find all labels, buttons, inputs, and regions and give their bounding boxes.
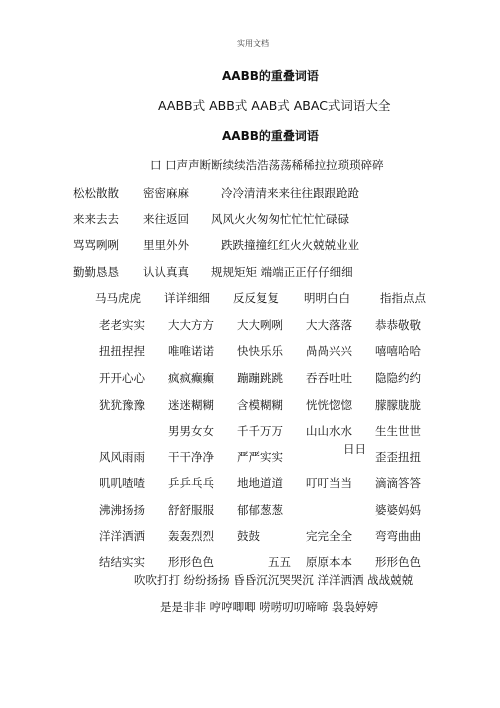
word-item: 迷迷糊糊	[168, 398, 214, 412]
word-item: 嘻嘻哈哈	[375, 344, 421, 358]
word-item: 规规矩矩 端端正正仔仔细细	[211, 265, 353, 279]
word-item: 日日	[343, 442, 366, 456]
word-item: 鼓鼓	[237, 529, 260, 543]
word-item: 严严实实	[237, 450, 283, 464]
word-item: 乒乒乓乓	[168, 476, 214, 490]
word-item: 完完全全	[306, 529, 352, 543]
word-item: 结结实实	[99, 555, 145, 569]
word-item: 大大落落	[306, 318, 352, 332]
word-item: 跌跌撞撞红红火火兢兢业业	[221, 238, 359, 252]
word-item: 松松散散	[73, 186, 119, 200]
word-line: 口 口声声断断续续浩浩荡荡稀稀拉拉琐琐碎碎	[150, 158, 384, 172]
word-item: 弯弯曲曲	[375, 529, 421, 543]
word-item: 滴滴答答	[375, 476, 421, 490]
word-item: 叽叽喳喳	[99, 476, 145, 490]
word-item: 咼咼兴兴	[306, 344, 352, 358]
word-item: 含模糊糊	[237, 398, 283, 412]
word-item: 婆婆妈妈	[375, 503, 421, 517]
word-item: 男男女女	[168, 424, 214, 438]
word-item: 原原本本	[306, 555, 352, 569]
word-item: 沸沸扬扬	[99, 503, 145, 517]
word-item: 隐隐约约	[375, 371, 421, 385]
word-item: 开开心心	[99, 371, 145, 385]
document-subtitle: AABB式 ABB式 AAB式 ABAC式词语大全	[158, 98, 391, 113]
word-item: 恍恍惚惚	[306, 398, 352, 412]
word-item: 唯唯诺诺	[168, 344, 214, 358]
word-item: 舒舒服服	[168, 503, 214, 517]
word-line: 是是非非 哼哼唧唧 唠唠叨叨啼啼 袅袅婷婷	[160, 600, 378, 614]
word-item: 骂骂咧咧	[73, 238, 119, 252]
word-item: 风风火火匆匆忙忙忙忙碌碌	[211, 212, 349, 226]
word-item: 里里外外	[143, 238, 189, 252]
word-item: 洋洋洒洒	[99, 529, 145, 543]
word-item: 冷冷清清来来往往跟跟跄跄	[221, 186, 359, 200]
word-item: 详详细细	[164, 291, 210, 305]
word-item: 形形色色	[375, 555, 421, 569]
word-item: 蹦蹦跳跳	[237, 371, 283, 385]
word-item: 郁郁葱葱	[237, 503, 283, 517]
word-item: 来往返回	[143, 212, 189, 226]
word-item: 朦朦胧胧	[375, 398, 421, 412]
word-item: 反反复复	[233, 291, 279, 305]
word-item: 密密麻麻	[143, 186, 189, 200]
word-item: 认认真真	[143, 265, 189, 279]
word-line: 吹吹打打 纷纷扬扬 昏昏沉沉哭哭沉 洋洋洒洒 战战兢兢	[134, 573, 414, 587]
word-item: 吞吞吐吐	[306, 371, 352, 385]
word-item: 山山水水	[306, 424, 352, 438]
word-item: 来来去去	[73, 212, 119, 226]
word-item: 歪歪扭扭	[375, 450, 421, 464]
word-item: 干干净净	[168, 450, 214, 464]
word-item: 五五	[268, 555, 291, 569]
word-item: 地地道道	[237, 476, 283, 490]
word-item: 叮叮当当	[306, 476, 352, 490]
word-item: 马马虎虎	[95, 291, 141, 305]
word-item: 风风雨雨	[99, 450, 145, 464]
word-item: 千千万万	[237, 424, 283, 438]
word-item: 轰轰烈烈	[168, 529, 214, 543]
section-title: AABB的重叠词语	[222, 69, 319, 83]
word-item: 大大咧咧	[237, 318, 283, 332]
word-item: 老老实实	[99, 318, 145, 332]
page-header: 实用文档	[237, 39, 269, 48]
word-item: 形形色色	[168, 555, 214, 569]
word-item: 恭恭敬敬	[375, 318, 421, 332]
word-item: 犹犹豫豫	[99, 398, 145, 412]
word-item: 疯疯癫癫	[168, 371, 214, 385]
word-item: 大大方方	[168, 318, 214, 332]
section-title-2: AABB的重叠词语	[222, 129, 319, 143]
word-item: 快快乐乐	[237, 344, 283, 358]
word-item: 指指点点	[380, 291, 426, 305]
word-item: 勤勤恳恳	[73, 265, 119, 279]
word-item: 生生世世	[375, 424, 421, 438]
word-item: 明明白白	[304, 291, 350, 305]
word-item: 扭扭捏捏	[99, 344, 145, 358]
